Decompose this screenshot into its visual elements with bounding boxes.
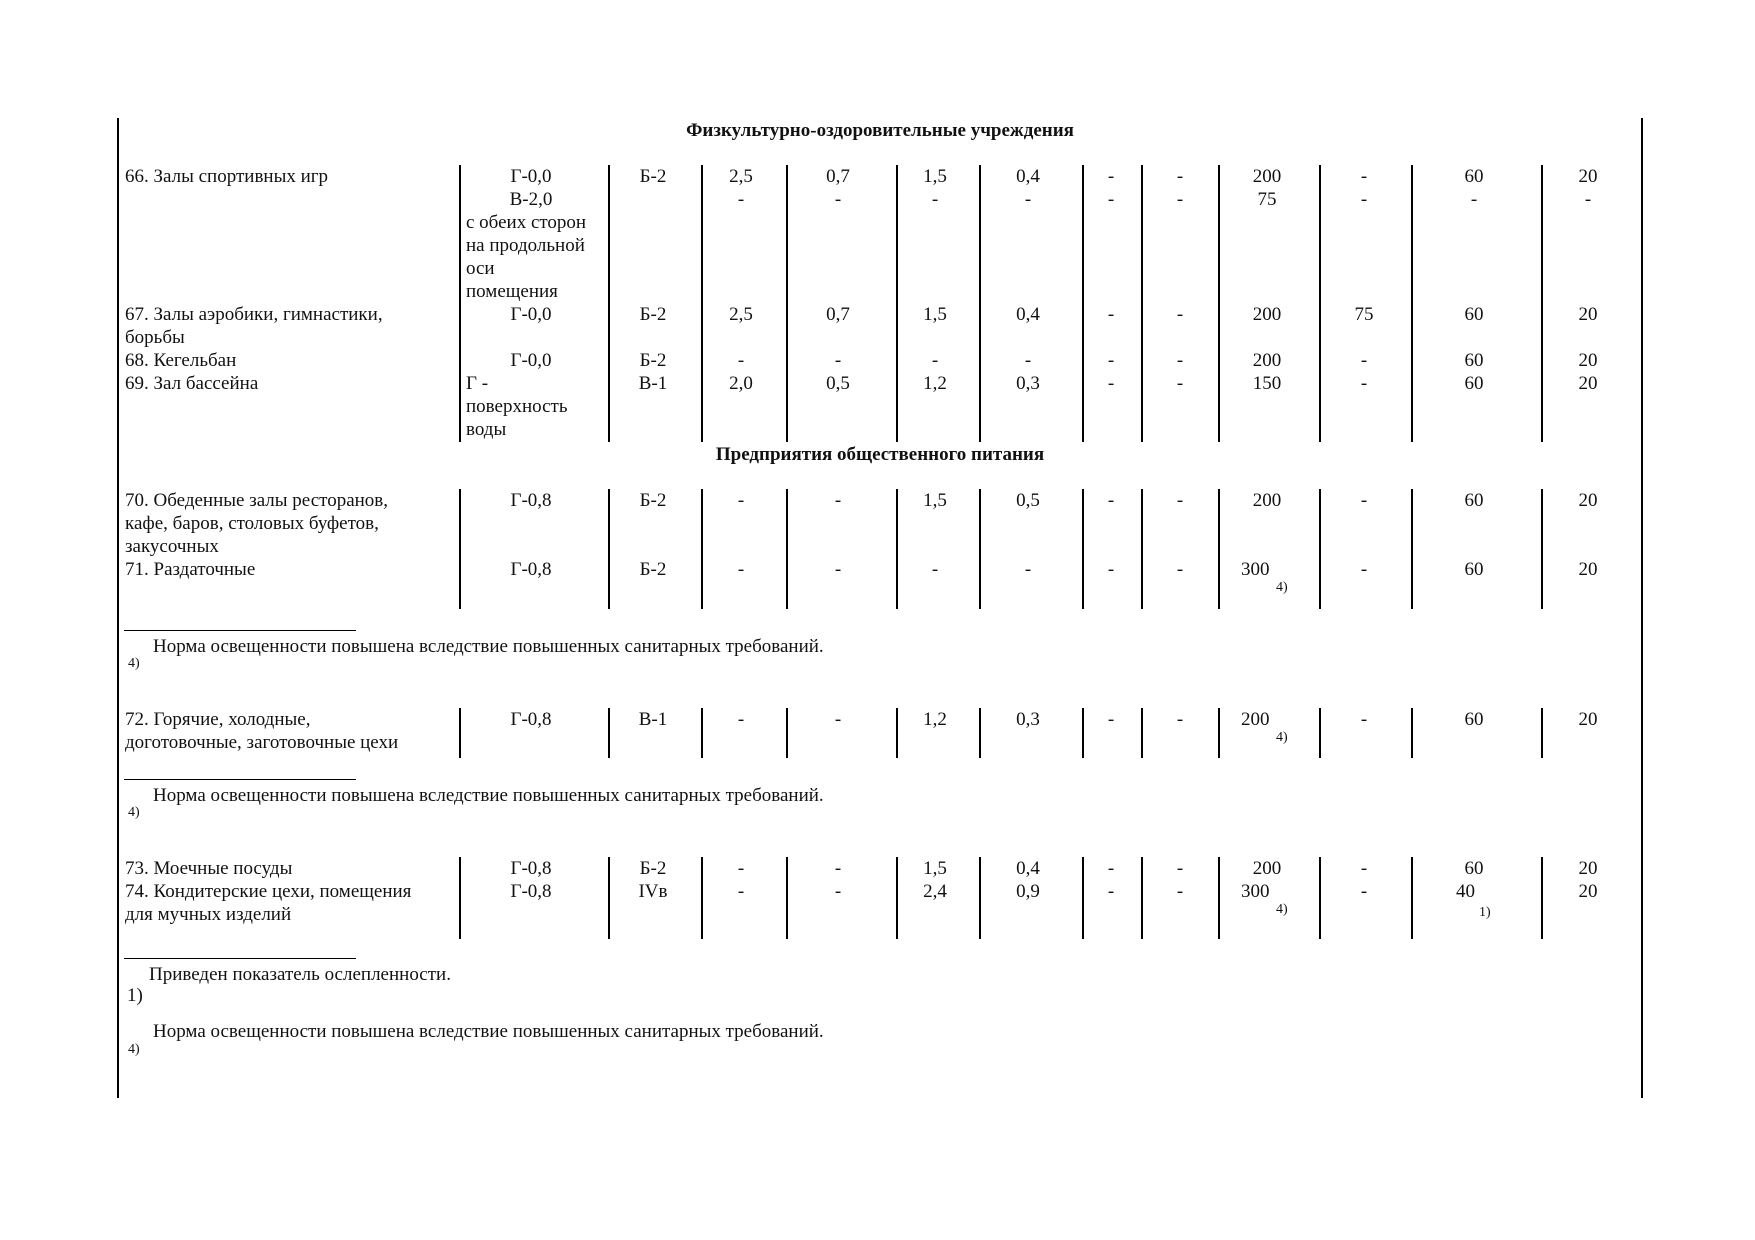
column-divider xyxy=(608,708,610,758)
value-cell: - xyxy=(737,490,745,511)
value-cell: - xyxy=(1024,559,1032,580)
column-divider xyxy=(608,165,610,442)
value-cell: 1,5 xyxy=(923,304,947,325)
value-cell: 20 xyxy=(1578,350,1598,371)
column-divider xyxy=(1141,857,1143,939)
value-cell: 0,7 xyxy=(826,304,850,325)
value-cell: - xyxy=(1360,709,1368,730)
value-cell: 60 xyxy=(1464,350,1484,371)
value-cell: - xyxy=(931,189,939,210)
column-divider xyxy=(896,165,898,442)
work-category: IVв xyxy=(638,881,668,902)
value-cell: 300 xyxy=(1241,881,1270,902)
column-divider xyxy=(701,708,703,758)
value-cell: 150 xyxy=(1252,373,1282,394)
work-surface: воды xyxy=(466,419,507,440)
column-divider xyxy=(1541,489,1543,609)
footnote-marker: 4) xyxy=(128,656,140,671)
footnote-marker: 4) xyxy=(1276,902,1288,917)
column-divider xyxy=(979,489,981,609)
value-cell: - xyxy=(1176,858,1184,879)
value-cell: 20 xyxy=(1578,709,1598,730)
value-cell: - xyxy=(1176,559,1184,580)
value-cell: - xyxy=(1176,350,1184,371)
value-cell: - xyxy=(1107,709,1115,730)
footnote-text: Норма освещенности повышена вследствие повышенных санитарных требований. xyxy=(153,636,824,657)
page-frame-right xyxy=(1641,118,1643,1098)
value-cell: - xyxy=(1107,881,1115,902)
value-cell: 60 xyxy=(1464,709,1484,730)
value-cell: - xyxy=(1107,559,1115,580)
work-category: В-1 xyxy=(638,709,668,730)
value-cell: 20 xyxy=(1578,373,1598,394)
value-cell: 200 xyxy=(1252,490,1282,511)
column-divider xyxy=(786,489,788,609)
work-surface: Г-0,0 xyxy=(510,350,552,371)
work-category: Б-2 xyxy=(639,166,667,187)
column-divider xyxy=(786,165,788,442)
value-cell: - xyxy=(1024,189,1032,210)
column-divider xyxy=(459,165,461,442)
column-divider xyxy=(459,708,461,758)
value-cell: 0,5 xyxy=(826,373,850,394)
value-cell: - xyxy=(737,881,745,902)
value-cell: 75 xyxy=(1257,189,1277,210)
value-cell: - xyxy=(1360,350,1368,371)
value-cell: - xyxy=(737,559,745,580)
column-divider xyxy=(1319,165,1321,442)
column-divider xyxy=(701,489,703,609)
value-cell: 2,5 xyxy=(729,304,753,325)
column-divider xyxy=(896,857,898,939)
room-name: 73. Моечные посуды xyxy=(125,858,293,879)
work-category: Б-2 xyxy=(639,858,667,879)
value-cell: 0,5 xyxy=(1016,490,1040,511)
value-cell: - xyxy=(1107,189,1115,210)
work-surface: Г-0,0 xyxy=(510,166,552,187)
room-name: 67. Залы аэробики, гимнастики, xyxy=(125,304,383,325)
footnote-marker: 1) xyxy=(127,985,143,1006)
value-cell: 200 xyxy=(1252,166,1282,187)
value-cell: - xyxy=(1584,189,1592,210)
value-cell: 0,4 xyxy=(1016,858,1040,879)
work-surface-note: на продольной xyxy=(466,235,585,256)
value-cell: 200 xyxy=(1252,858,1282,879)
value-cell: - xyxy=(931,350,939,371)
value-cell: - xyxy=(1107,490,1115,511)
work-category: В-1 xyxy=(638,373,668,394)
footnote-marker: 4) xyxy=(1276,730,1288,745)
work-surface-note: помещения xyxy=(466,281,558,302)
room-name: кафе, баров, столовых буфетов, xyxy=(125,513,379,534)
value-cell: 20 xyxy=(1578,858,1598,879)
value-cell: 1,5 xyxy=(923,490,947,511)
work-category: Б-2 xyxy=(639,304,667,325)
value-cell: 1,5 xyxy=(923,166,947,187)
value-cell: 20 xyxy=(1578,559,1598,580)
value-cell: - xyxy=(1176,709,1184,730)
value-cell: - xyxy=(1360,881,1368,902)
value-cell: - xyxy=(1107,304,1115,325)
footnote-text: Норма освещенности повышена вследствие повышенных санитарных требований. xyxy=(153,1021,824,1042)
column-divider xyxy=(786,857,788,939)
column-divider xyxy=(1141,708,1143,758)
value-cell: - xyxy=(737,189,745,210)
value-cell: - xyxy=(1107,166,1115,187)
value-cell: - xyxy=(1176,304,1184,325)
value-cell: 1,2 xyxy=(923,709,947,730)
value-cell: 20 xyxy=(1578,490,1598,511)
column-divider xyxy=(1411,857,1413,939)
value-cell: 75 xyxy=(1354,304,1374,325)
value-cell: 300 xyxy=(1241,559,1270,580)
footnote-text: Приведен показатель ослепленности. xyxy=(149,964,451,985)
column-divider xyxy=(1541,857,1543,939)
footnote-separator xyxy=(124,779,356,780)
value-cell: - xyxy=(1024,350,1032,371)
value-cell: - xyxy=(834,709,842,730)
value-cell: - xyxy=(931,559,939,580)
column-divider xyxy=(1141,165,1143,442)
work-category: Б-2 xyxy=(639,490,667,511)
column-divider xyxy=(459,489,461,609)
value-cell: - xyxy=(1360,166,1368,187)
value-cell: - xyxy=(1107,373,1115,394)
room-name: 70. Обеденные залы ресторанов, xyxy=(125,490,389,511)
value-cell: 20 xyxy=(1578,166,1598,187)
room-name: борьбы xyxy=(125,327,185,348)
work-surface-note: оси xyxy=(466,258,495,279)
value-cell: - xyxy=(834,881,842,902)
work-surface: Г-0,0 xyxy=(510,304,552,325)
value-cell: 0,4 xyxy=(1016,304,1040,325)
value-cell: 0,3 xyxy=(1016,373,1040,394)
work-surface: Г-0,8 xyxy=(510,709,552,730)
value-cell: - xyxy=(1176,881,1184,902)
work-category: Б-2 xyxy=(639,559,667,580)
value-cell: - xyxy=(834,350,842,371)
work-surface-note: с обеих сторон xyxy=(466,212,587,233)
value-cell: - xyxy=(1360,490,1368,511)
value-cell: - xyxy=(1107,858,1115,879)
column-divider xyxy=(1411,489,1413,609)
value-cell: 40 xyxy=(1456,881,1475,902)
column-divider xyxy=(1319,708,1321,758)
column-divider xyxy=(786,708,788,758)
column-divider xyxy=(979,708,981,758)
column-divider xyxy=(1541,165,1543,442)
footnote-text: Норма освещенности повышена вследствие повышенных санитарных требований. xyxy=(153,785,824,806)
work-category: Б-2 xyxy=(639,350,667,371)
column-divider xyxy=(1218,489,1220,609)
section-title-catering: Предприятия общественного питания xyxy=(715,444,1045,465)
work-surface: Г-0,8 xyxy=(510,881,552,902)
column-divider xyxy=(1082,857,1084,939)
value-cell: - xyxy=(1107,350,1115,371)
work-surface: Г-0,8 xyxy=(510,490,552,511)
column-divider xyxy=(608,857,610,939)
value-cell: 200 xyxy=(1252,304,1282,325)
value-cell: - xyxy=(834,559,842,580)
work-surface: Г-0,8 xyxy=(510,858,552,879)
value-cell: - xyxy=(1176,373,1184,394)
room-name: 68. Кегельбан xyxy=(125,350,237,371)
column-divider xyxy=(701,165,703,442)
value-cell: 20 xyxy=(1578,304,1598,325)
column-divider xyxy=(1541,708,1543,758)
column-divider xyxy=(1218,857,1220,939)
column-divider xyxy=(1141,489,1143,609)
value-cell: - xyxy=(737,350,745,371)
value-cell: - xyxy=(1360,858,1368,879)
work-surface: Г-0,8 xyxy=(510,559,552,580)
column-divider xyxy=(1218,165,1220,442)
work-surface: поверхность xyxy=(466,396,568,417)
value-cell: 60 xyxy=(1464,304,1484,325)
footnote-marker: 4) xyxy=(1276,580,1288,595)
value-cell: 2,0 xyxy=(729,373,753,394)
value-cell: 20 xyxy=(1578,881,1598,902)
column-divider xyxy=(1082,165,1084,442)
room-name: 66. Залы спортивных игр xyxy=(125,166,329,187)
value-cell: 60 xyxy=(1464,166,1484,187)
page-frame-left xyxy=(117,118,119,1098)
value-cell: - xyxy=(1360,559,1368,580)
column-divider xyxy=(701,857,703,939)
column-divider xyxy=(459,857,461,939)
value-cell: 1,2 xyxy=(923,373,947,394)
room-name: закусочных xyxy=(125,536,219,557)
value-cell: - xyxy=(737,709,745,730)
work-surface: Г - xyxy=(466,373,489,394)
value-cell: - xyxy=(1470,189,1478,210)
footnote-separator xyxy=(124,958,356,959)
column-divider xyxy=(608,489,610,609)
column-divider xyxy=(1411,165,1413,442)
value-cell: 60 xyxy=(1464,373,1484,394)
column-divider xyxy=(979,857,981,939)
value-cell: - xyxy=(1176,490,1184,511)
column-divider xyxy=(1411,708,1413,758)
column-divider xyxy=(1319,489,1321,609)
value-cell: 0,9 xyxy=(1016,881,1040,902)
value-cell: - xyxy=(1360,189,1368,210)
column-divider xyxy=(979,165,981,442)
value-cell: 0,7 xyxy=(826,166,850,187)
room-name: 71. Раздаточные xyxy=(125,559,256,580)
value-cell: 60 xyxy=(1464,490,1484,511)
value-cell: 2,4 xyxy=(923,881,947,902)
value-cell: - xyxy=(834,189,842,210)
value-cell: 2,5 xyxy=(729,166,753,187)
room-name: 74. Кондитерские цехи, помещения xyxy=(125,881,412,902)
value-cell: - xyxy=(1176,166,1184,187)
value-cell: 1,5 xyxy=(923,858,947,879)
value-cell: 0,4 xyxy=(1016,166,1040,187)
value-cell: - xyxy=(834,858,842,879)
column-divider xyxy=(896,708,898,758)
value-cell: 200 xyxy=(1252,350,1282,371)
column-divider xyxy=(896,489,898,609)
work-surface: В-2,0 xyxy=(509,189,553,210)
column-divider xyxy=(1082,489,1084,609)
footnote-marker: 4) xyxy=(128,805,140,820)
value-cell: - xyxy=(834,490,842,511)
footnote-separator xyxy=(124,630,356,631)
room-name: 72. Горячие, холодные, xyxy=(125,709,311,730)
room-name: для мучных изделий xyxy=(125,904,292,925)
value-cell: - xyxy=(737,858,745,879)
section-title-fitness: Физкультурно-оздоровительные учреждения xyxy=(686,120,1074,141)
column-divider xyxy=(1319,857,1321,939)
room-name: доготовочные, заготовочные цехи xyxy=(125,732,399,753)
value-cell: 60 xyxy=(1464,858,1484,879)
value-cell: - xyxy=(1176,189,1184,210)
column-divider xyxy=(1218,708,1220,758)
footnote-marker: 1) xyxy=(1479,905,1491,920)
footnote-marker: 4) xyxy=(128,1042,140,1057)
column-divider xyxy=(1082,708,1084,758)
value-cell: - xyxy=(1360,373,1368,394)
value-cell: 0,3 xyxy=(1016,709,1040,730)
value-cell: 200 xyxy=(1241,709,1270,730)
room-name: 69. Зал бассейна xyxy=(125,373,259,394)
value-cell: 60 xyxy=(1464,559,1484,580)
